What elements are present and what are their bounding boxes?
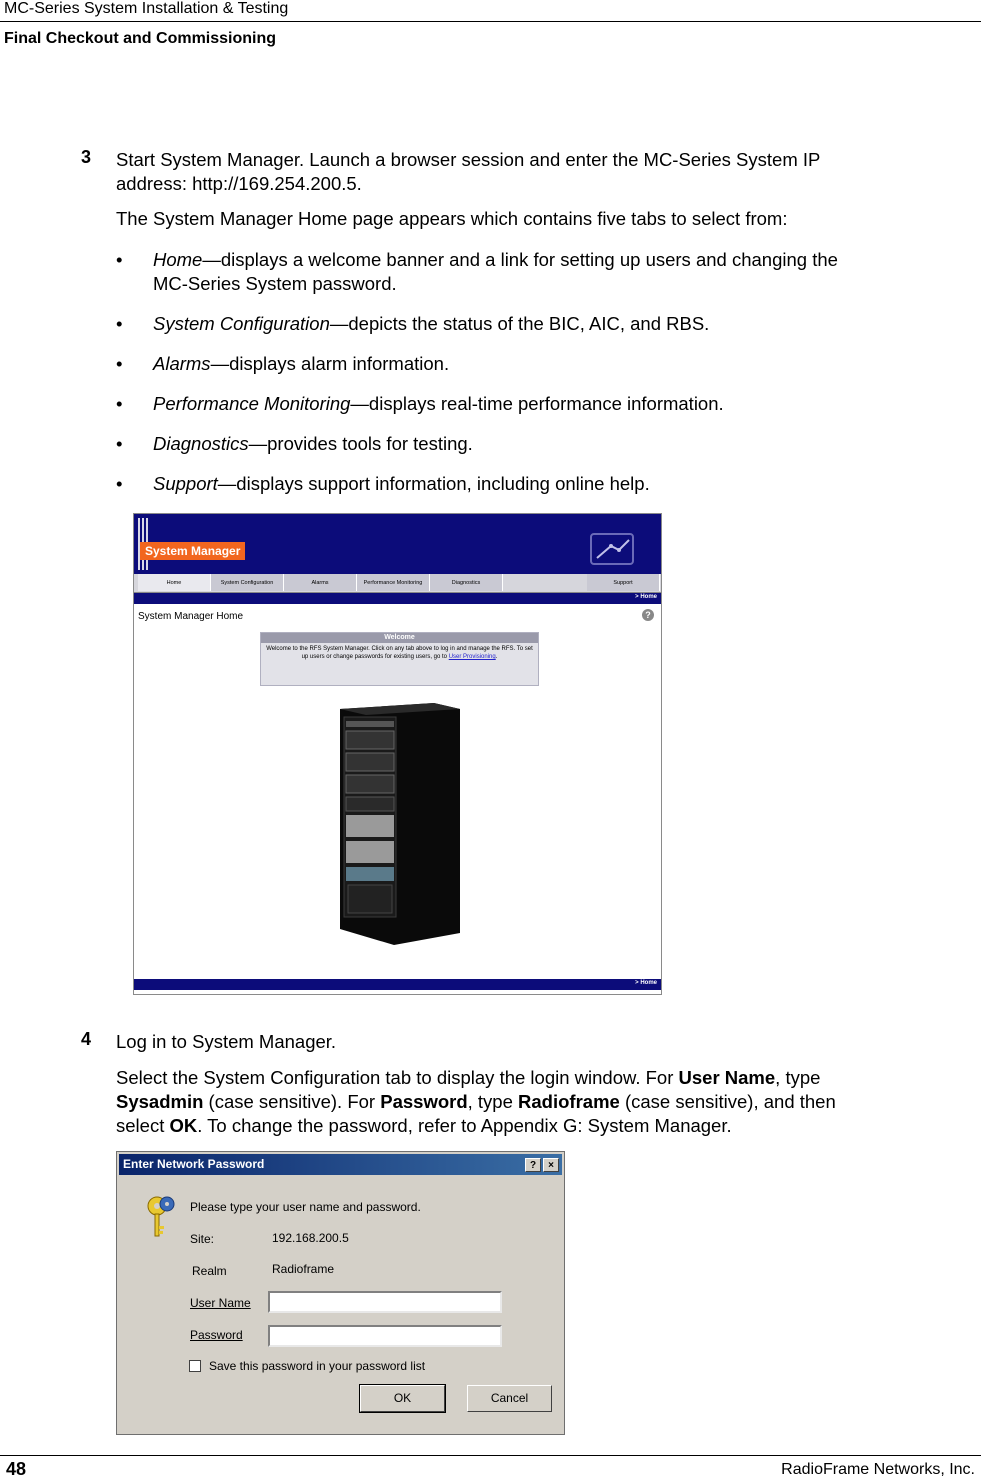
realm-value: Radioframe bbox=[272, 1262, 335, 1276]
tab-performance-monitoring[interactable]: Performance Monitoring bbox=[357, 574, 430, 591]
tab-home[interactable]: Home bbox=[138, 574, 211, 591]
step4-line2: Sysadmin (case sensitive). For Password, type Radioframe (case sensitive), and then bbox=[116, 1091, 836, 1112]
section-title: Final Checkout and Commissioning bbox=[4, 30, 277, 47]
step4-line3: select OK. To change the password, refer to Appendix G: System Manager. bbox=[116, 1115, 732, 1136]
footer-breadcrumb-home[interactable]: > Home bbox=[635, 980, 657, 986]
step3-line2: address: http://169.254.200.5. bbox=[116, 173, 362, 194]
user-name-input[interactable] bbox=[268, 1291, 502, 1313]
step-number-4: 4 bbox=[81, 1029, 92, 1049]
close-button[interactable]: × bbox=[543, 1158, 559, 1172]
tab-support[interactable]: Support bbox=[587, 574, 660, 591]
help-icon[interactable]: ? bbox=[642, 609, 654, 621]
keys-icon bbox=[143, 1192, 179, 1240]
step3-line1: Start System Manager. Launch a browser session and enter the MC-Series System IP bbox=[116, 149, 821, 170]
user-provisioning-link[interactable]: User Provisioning bbox=[448, 654, 496, 660]
network-icon bbox=[589, 532, 635, 566]
tab-alarms[interactable]: Alarms bbox=[284, 574, 357, 591]
system-manager-screenshot bbox=[133, 513, 662, 995]
help-button[interactable]: ? bbox=[525, 1158, 541, 1172]
dialog-title: Enter Network Password bbox=[123, 1157, 265, 1171]
dialog-title-bar bbox=[119, 1154, 562, 1175]
user-name-label: User Name bbox=[190, 1296, 251, 1310]
realm-label: Realm bbox=[192, 1264, 227, 1278]
step4-heading: Log in to System Manager. bbox=[116, 1031, 337, 1052]
header-rule bbox=[0, 21, 981, 22]
welcome-panel bbox=[260, 632, 539, 686]
cancel-button[interactable]: Cancel bbox=[467, 1385, 552, 1412]
tab-diagnostics[interactable]: Diagnostics bbox=[430, 574, 503, 591]
step-number-3: 3 bbox=[81, 147, 92, 167]
system-manager-tabs bbox=[134, 574, 661, 593]
tab-system-configuration[interactable]: System Configuration bbox=[211, 574, 284, 591]
running-header: MC-Series System Installation & Testing bbox=[4, 0, 289, 17]
page-number: 48 bbox=[6, 1459, 27, 1479]
breadcrumb-bar bbox=[134, 593, 661, 604]
footer-bar bbox=[134, 979, 661, 990]
network-password-dialog bbox=[116, 1151, 565, 1435]
welcome-title: Welcome bbox=[261, 633, 538, 643]
step4-line1: Select the System Configuration tab to display the login window. For User Name, type bbox=[116, 1067, 821, 1088]
system-manager-banner bbox=[134, 514, 661, 574]
password-input[interactable] bbox=[268, 1325, 502, 1347]
dialog-prompt: Please type your user name and password. bbox=[190, 1200, 421, 1214]
save-password-label: Save this password in your password list bbox=[209, 1359, 426, 1373]
ok-button[interactable]: OK bbox=[360, 1385, 445, 1412]
welcome-text: Welcome to the RFS System Manager. Click on any tab above to log in and manage the RFS. To set up users or change passwords for existing users, go to User Provisioning. bbox=[266, 646, 533, 660]
rack-image bbox=[334, 697, 464, 947]
password-label: Password bbox=[190, 1328, 243, 1342]
step3-intro: The System Manager Home page appears which contains five tabs to select from: bbox=[116, 208, 788, 229]
page-title: System Manager Home bbox=[138, 611, 244, 622]
site-value: 192.168.200.5 bbox=[272, 1231, 349, 1245]
bullet-dot: • bbox=[116, 249, 123, 270]
site-label: Site: bbox=[190, 1232, 215, 1246]
footer-rule bbox=[0, 1455, 981, 1456]
save-password-checkbox[interactable] bbox=[189, 1360, 201, 1372]
company-name: RadioFrame Networks, Inc. bbox=[781, 1461, 975, 1478]
breadcrumb-home[interactable]: > Home bbox=[635, 594, 657, 600]
system-manager-logo: System Manager bbox=[140, 542, 245, 560]
